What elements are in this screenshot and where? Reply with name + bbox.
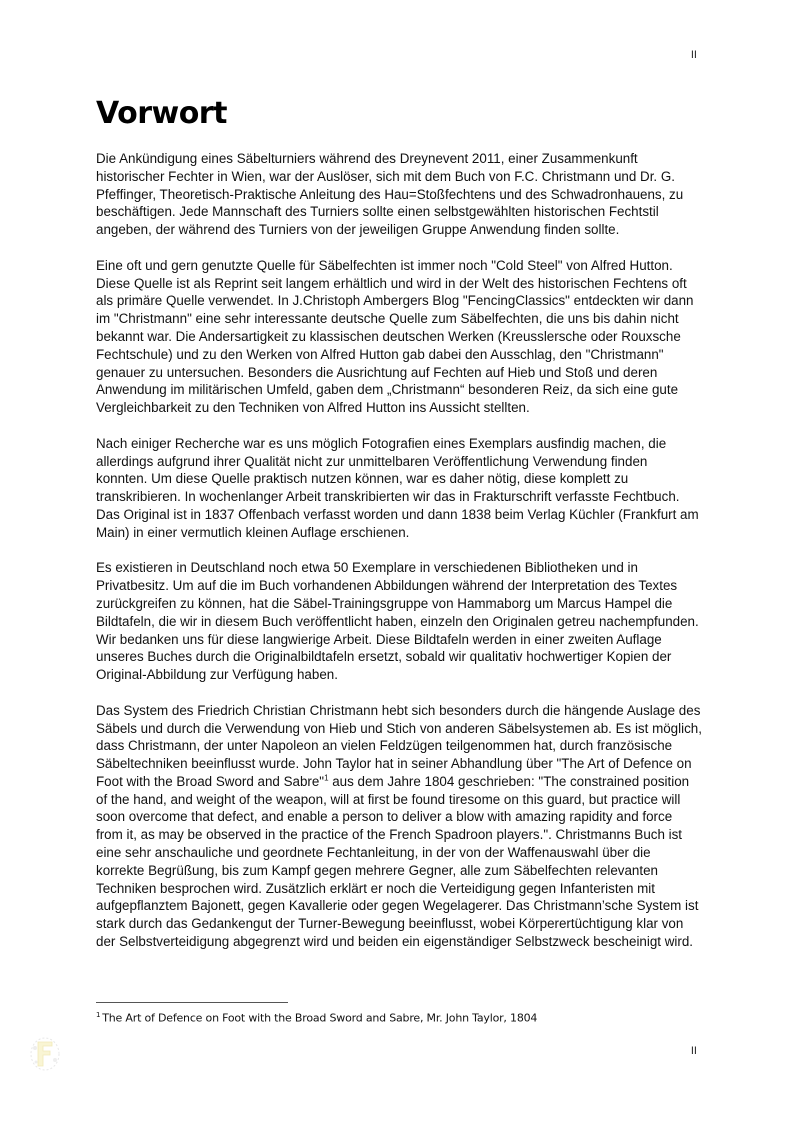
paragraph-1: Die Ankündigung eines Säbelturniers während des Dreynevent 2011, einer Zusammenkunft historischer Fechter in Wien, war der Auslöser, sich mit dem Buch von F.C. Christmann und Dr. G. Pfeffinger, Theoretisch-Praktische Anleitung des Hau=Stoßfechtens und des Schwadronhauens, zu beschäftigen. Jede Mannschaft des Turniers sollte einen selbstgewählten historischen Fechtstil angeben, der während des Turniers von der jeweiligen Gruppe Anwendung finden sollte.: [96, 151, 684, 238]
footer-page-number: II: [690, 1045, 697, 1057]
paragraph-5-text-b: aus dem Jahre 1804 geschrieben: "The constrained position of the hand, and weight of the weapon, will at first be found tiresome on this guard, but practice will soon overcome that defect, and enable a person to deliver a blow with amazing rapidity and force from it, as may be observed in the practice of the French Spadroon players.". Christmanns Buch ist eine sehr anschauliche und geordnete Fechtanleitung, in der von der Waffenauswahl über die korrekte Begrüßung, bis zum Kampf gegen mehrere Gegner, alle zum Säbelfechten relevanten Techniken besprochen wird. Zusätzlich erklärt er noch die Verteidigung gegen Infanteristen mit aufgepflanztem Bajonett, gegen Kavallerie oder gegen Wegelagerer. Das Christmann’sche System ist stark durch das Gedankengut der Turner-Bewegung beeinflusst, wobei Körperertüchtigung klar von der Selbstverteidigung abgegrenzt wird und beiden ein eigenständiger Selbstzweck bescheinigt wird.: [96, 773, 699, 950]
footnote-reference[interactable]: 1: [324, 773, 329, 783]
footnote-1: [96, 1011, 537, 1025]
paragraph-4: Es existieren in Deutschland noch etwa 50 Exemplare in verschiedenen Bibliotheken und in Privatbesitz. Um auf die im Buch vorhandenen Abbildungen während der Interpretation des Textes zurückgreifen zu können, hat die Säbel-Trainingsgruppe von Hammaborg um Marcus Hampel die Bildtafeln, die wir in diesem Buch veröffentlicht haben, einzeln den Originalen getreu nachempfunden. Wir bedanken uns für diese langwierige Arbeit. Diese Bildtafeln werden in einer zweiten Auflage unseres Buches durch die Originalbildtafeln ersetzt, sobald wir qualitativ hochwertiger Kopien der Original-Abbildung zur Verfügung haben.: [96, 560, 699, 683]
fencing-club-crest-icon: [30, 1036, 60, 1072]
header-page-number: II: [690, 49, 697, 61]
footnote-number: 1: [96, 1011, 101, 1019]
paragraph-3: Nach einiger Recherche war es uns möglich Fotografien eines Exemplars ausfindig machen, die allerdings aufgrund ihrer Qualität nicht zur unmittelbaren Veröffentlichung Verwendung finden konnten. Um diese Quelle praktisch nutzen können, war es daher nötig, diese komplett zu transkribieren. In wochenlanger Arbeit transkribierten wir das in Frakturschrift verfasste Fechtbuch. Das Original ist in 1837 Offenbach verfasst worden und dann 1838 beim Verlag Küchler (Frankfurt am Main) in einer vermutlich kleinen Auflage erschienen.: [96, 435, 699, 540]
page-title: Vorwort: [96, 96, 227, 131]
paragraph-5-text-a: Das System des Friedrich Christian Christmann hebt sich besonders durch die hängende Auslage des Säbels und durch die Verwendung von Hieb und Stich von anderen Säbelsystemen ab. Es ist möglich, dass Christmann, der unter Napoleon an vielen Feldzügen teilgenommen hat, durch französische Säbeltechniken beeinflusst wurde. John Taylor hat in seiner Abhandlung über "The Art of Defence on Foot with the Broad Sword and Sabre": [96, 702, 702, 789]
footnote-text: The Art of Defence on Foot with the Broad Sword and Sabre, Mr. John Taylor, 1804: [102, 1011, 538, 1025]
paragraph-5: [96, 702, 702, 951]
body-text: [96, 150, 702, 969]
footnote-separator: [96, 1002, 288, 1003]
paragraph-2: Eine oft und gern genutzte Quelle für Säbelfechten ist immer noch "Cold Steel" von Alfred Hutton. Diese Quelle ist als Reprint seit langem erhältlich und wird in der Welt des historischen Fechtens oft als primäre Quelle verwendet. In J.Christoph Ambergers Blog "FencingClassics" entdeckten wir dann im "Christmann" eine sehr interessante deutsche Quelle zum Säbelfechten, die uns bis dahin nicht bekannt war. Die Andersartigkeit zu klassischen deutschen Werken (Kreusslersche oder Rouxsche Fechtschule) und zu den Werken von Alfred Hutton gab dabei den Ausschlag, den "Christmann" genauer zu untersuchen. Besonders die Ausrichtung auf Fechten auf Hieb und Stoß und deren Anwendung im militärischen Umfeld, gaben dem „Christmann“ besonderen Reiz, da sich eine gute Vergleichbarkeit zu den Techniken von Alfred Hutton ins Aussicht stellten.: [96, 257, 694, 416]
